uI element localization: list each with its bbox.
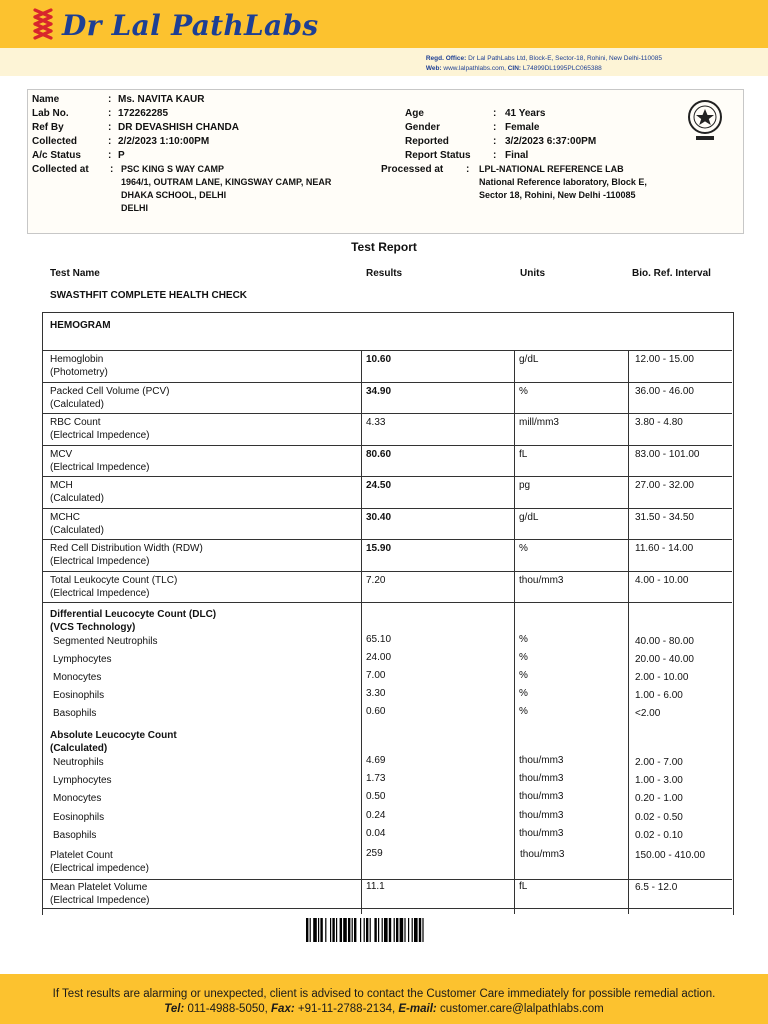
cin-text: L74899DL1995PLC065388	[522, 65, 602, 72]
dlc-result: 24.00	[366, 652, 392, 663]
test-name: Packed Cell Volume (PCV)	[50, 385, 170, 397]
processed-at-label: Processed at	[381, 164, 444, 175]
colon: :	[493, 108, 497, 119]
alc-ref-interval: 1.00 - 3.00	[635, 775, 683, 787]
barcode-bar	[422, 918, 423, 942]
processed-at-line: National Reference laboratory, Block E,	[479, 177, 647, 187]
cin-label: CIN:	[507, 65, 522, 72]
column-divider	[361, 350, 362, 914]
barcode-bar	[320, 918, 322, 942]
regd-label: Regd. Office:	[425, 55, 467, 62]
profile-name: SWASTHFIT COMPLETE HEALTH CHECK	[50, 290, 248, 301]
test-method: (Electrical Impedence)	[50, 461, 150, 473]
row-divider	[42, 350, 732, 351]
web-label: Web:	[425, 65, 442, 72]
test-ref-interval: 83.00 - 101.00	[635, 448, 700, 460]
gender-label: Gender	[405, 122, 441, 133]
row-divider	[42, 879, 732, 880]
test-result: 80.60	[366, 448, 392, 460]
brand-logo	[30, 8, 318, 42]
test-result: 10.60	[366, 354, 392, 365]
lab-no: 172262285	[118, 108, 169, 119]
test-result: 24.50	[366, 480, 392, 491]
collected-at-line: 1964/1, OUTRAM LANE, KINGSWAY CAMP, NEAR	[121, 177, 332, 187]
barcode-bar	[382, 918, 383, 942]
platelet-name: Platelet Count	[50, 850, 113, 861]
ac-status: P	[118, 150, 125, 161]
test-ref-interval: 36.00 - 46.00	[635, 385, 694, 397]
alc-ref-interval: 0.20 - 1.00	[635, 793, 683, 805]
test-method: (Calculated)	[50, 524, 104, 536]
alc-name: Basophils	[53, 829, 97, 841]
alc-ref-interval: 2.00 - 7.00	[635, 757, 683, 768]
dlc-result: 0.60	[366, 706, 386, 717]
colon: :	[108, 136, 112, 147]
test-name: Hemoglobin	[50, 354, 104, 365]
test-result: 4.33	[366, 417, 386, 428]
alc-unit: thou/mm3	[519, 791, 564, 803]
colon: :	[466, 164, 470, 175]
collected-at-line: PSC KING S WAY CAMP	[121, 164, 225, 174]
alc-ref-interval: 0.02 - 0.50	[635, 811, 683, 823]
test-ref-interval: 11.60 - 14.00	[635, 543, 694, 554]
email-link[interactable]: customer.care@lalpathlabs.com	[439, 1003, 604, 1015]
column-divider	[514, 350, 515, 914]
test-unit: thou/mm3	[519, 574, 564, 586]
test-name: MCV	[50, 448, 73, 460]
test-unit: fL	[519, 448, 528, 460]
name-label: Name	[32, 94, 60, 105]
patient-name: Ms. NAVITA KAUR	[118, 94, 205, 105]
alc-title: Absolute Leucocyte Count	[50, 730, 177, 741]
collected-datetime: 2/2/2023 1:10:00PM	[118, 136, 210, 147]
test-name: Red Cell Distribution Width (RDW)	[50, 543, 203, 554]
alc-name: Monocytes	[53, 793, 102, 805]
test-method: (Calculated)	[50, 493, 104, 504]
test-result: 15.90	[366, 543, 392, 554]
dlc-result: 7.00	[366, 670, 386, 681]
registered-office	[426, 54, 662, 74]
report-status: Final	[505, 150, 529, 161]
fax-number: +91-11-2788-2134,	[297, 1003, 396, 1015]
tel-number[interactable]: 011-4988-5050,	[187, 1003, 268, 1015]
tel-label: Tel:	[164, 1003, 185, 1015]
barcode-bar	[414, 918, 418, 942]
alc-result: 0.50	[366, 791, 386, 803]
dlc-name: Segmented Neutrophils	[53, 636, 158, 647]
regd-text: Dr Lal PathLabs Ltd, Block-E, Sector-18, Rohini, New Delhi-110085	[468, 55, 662, 62]
barcode-bar	[384, 918, 388, 942]
email-label: E-mail:	[398, 1003, 437, 1015]
test-method: (Electrical Impedence)	[50, 587, 150, 599]
barcode-bar	[412, 918, 413, 942]
barcode-bar	[404, 918, 405, 942]
barcode-bar	[389, 918, 391, 942]
colon: :	[108, 122, 112, 133]
dlc-unit: %	[519, 688, 528, 699]
fax-label: Fax:	[271, 1003, 295, 1015]
test-unit: pg	[519, 480, 531, 491]
barcode-bar	[318, 918, 319, 942]
mpv-ref-interval: 6.5 - 12.0	[635, 882, 678, 893]
web-link[interactable]: www.lalpathlabs.com,	[443, 65, 506, 72]
barcode-bar	[370, 918, 371, 942]
column-header-test: Test Name	[50, 268, 100, 279]
dlc-ref-interval: 20.00 - 40.00	[635, 654, 694, 665]
dlc-result: 65.10	[366, 634, 392, 645]
test-method: (Electrical Impedence)	[50, 556, 150, 567]
barcode-bar	[408, 918, 409, 942]
platelet-result: 259	[366, 848, 383, 859]
alc-result: 1.73	[366, 773, 386, 785]
accreditation-seal-icon	[686, 98, 724, 142]
barcode-bar	[340, 918, 342, 942]
alc-result: 0.24	[366, 809, 386, 821]
barcode-bar	[400, 918, 404, 942]
column-header-ref: Bio. Ref. Interval	[632, 268, 711, 279]
barcode-icon	[306, 918, 470, 942]
barcode-bar	[364, 918, 365, 942]
barcode-bar	[325, 918, 326, 942]
platelet-unit: thou/mm3	[520, 849, 565, 860]
row-divider	[42, 382, 732, 383]
column-header-units: Units	[520, 268, 545, 279]
mpv-name: Mean Platelet Volume	[50, 882, 148, 893]
dlc-unit: %	[519, 706, 528, 717]
alc-name: Lymphocytes	[53, 775, 112, 787]
dlc-unit: %	[519, 670, 528, 681]
barcode-bar	[306, 918, 308, 942]
row-divider	[42, 602, 732, 603]
test-ref-interval: 4.00 - 10.00	[635, 574, 689, 586]
dlc-result: 3.30	[366, 688, 386, 699]
test-method: (Photometry)	[50, 367, 108, 378]
test-ref-interval: 3.80 - 4.80	[635, 417, 683, 428]
barcode-bar	[352, 918, 353, 942]
dlc-ref-interval: 40.00 - 80.00	[635, 636, 694, 647]
test-unit: mill/mm3	[519, 417, 559, 428]
test-name: MCHC	[50, 511, 80, 523]
row-divider	[42, 539, 732, 540]
platelet-ref-interval: 150.00 - 410.00	[635, 850, 706, 861]
column-header-results: Results	[366, 268, 403, 279]
alc-method: (Calculated)	[50, 743, 108, 754]
test-name: RBC Count	[50, 417, 101, 428]
barcode-bar	[310, 918, 311, 942]
barcode-bar	[396, 918, 398, 942]
dlc-name: Lymphocytes	[53, 654, 112, 665]
alc-name: Neutrophils	[53, 757, 104, 768]
brand-name: Dr Lal PathLabs	[62, 8, 319, 42]
collected-at-line: DHAKA SCHOOL, DELHI	[121, 190, 227, 200]
collected-at-line: DELHI	[121, 203, 148, 213]
test-result: 34.90	[366, 385, 392, 397]
collected-at-label: Collected at	[32, 164, 89, 175]
test-ref-interval: 12.00 - 15.00	[635, 354, 694, 365]
test-unit: %	[519, 385, 528, 397]
mpv-result: 11.1	[366, 881, 385, 892]
barcode-bar	[419, 918, 421, 942]
colon: :	[493, 136, 497, 147]
test-unit: %	[519, 543, 528, 554]
alc-name: Eosinophils	[53, 811, 105, 823]
test-name: MCH	[50, 480, 73, 491]
barcode-bar	[336, 918, 337, 942]
alc-unit: thou/mm3	[519, 773, 564, 785]
barcode-bar	[313, 918, 317, 942]
row-divider	[42, 445, 732, 446]
barcode-bar	[360, 918, 361, 942]
reported-label: Reported	[405, 136, 449, 147]
age-label: Age	[405, 108, 424, 119]
dlc-ref-interval: 2.00 - 10.00	[635, 672, 689, 683]
section-title: HEMOGRAM	[50, 320, 111, 331]
reported-datetime: 3/2/2023 6:37:00PM	[505, 136, 597, 147]
dlc-ref-interval: 1.00 - 6.00	[635, 690, 683, 701]
age: 41 Years	[505, 108, 546, 119]
barcode-bar	[343, 918, 347, 942]
row-divider	[42, 413, 732, 414]
dlc-title: Differential Leucocyte Count (DLC)	[50, 609, 217, 620]
barcode-bar	[366, 918, 368, 942]
alc-unit: thou/mm3	[519, 809, 564, 821]
barcode-bar	[332, 918, 334, 942]
barcode-bar	[354, 918, 356, 942]
lab-no-label: Lab No.	[32, 108, 69, 119]
dlc-unit: %	[519, 652, 528, 663]
report-status-label: Report Status	[405, 150, 471, 161]
test-unit: g/dL	[519, 354, 539, 365]
test-name: Total Leukocyte Count (TLC)	[50, 574, 178, 586]
ref-by: DR DEVASHISH CHANDA	[118, 122, 239, 133]
alc-result: 0.04	[366, 827, 386, 839]
row-divider	[42, 508, 732, 509]
row-divider	[42, 476, 732, 477]
dlc-name: Eosinophils	[53, 690, 105, 701]
alc-unit: thou/mm3	[519, 755, 564, 766]
row-divider	[42, 908, 732, 909]
test-ref-interval: 27.00 - 32.00	[635, 480, 694, 491]
dlc-name: Monocytes	[53, 672, 102, 683]
barcode-bar	[348, 918, 350, 942]
barcode-bar	[374, 918, 376, 942]
ref-by-label: Ref By	[32, 122, 64, 133]
colon: :	[110, 164, 114, 175]
footer-contacts	[0, 1003, 768, 1015]
test-method: (Electrical Impedence)	[50, 430, 150, 441]
footer-advisory: If Test results are alarming or unexpected, client is advised to contact the Customer Care immediately for possible remedial action.	[52, 988, 716, 1000]
barcode-bar	[394, 918, 395, 942]
colon: :	[108, 150, 112, 161]
gender: Female	[505, 122, 540, 133]
alc-unit: thou/mm3	[519, 827, 564, 839]
barcode-bar	[378, 918, 379, 942]
test-unit: g/dL	[519, 511, 539, 523]
column-divider	[628, 350, 629, 914]
test-ref-interval: 31.50 - 34.50	[635, 511, 694, 523]
report-title: Test Report	[351, 240, 417, 254]
dlc-ref-interval: <2.00	[635, 708, 661, 719]
colon: :	[493, 150, 497, 161]
test-method: (Calculated)	[50, 398, 104, 410]
processed-at-line: Sector 18, Rohini, New Delhi -110085	[479, 190, 636, 200]
alc-result: 4.69	[366, 755, 386, 766]
dlc-unit: %	[519, 634, 528, 645]
dlc-method: (VCS Technology)	[50, 622, 136, 633]
test-result: 7.20	[366, 574, 386, 586]
mpv-method: (Electrical Impedence)	[50, 895, 150, 906]
platelet-method: (Electrical impedence)	[50, 863, 149, 874]
ac-status-label: A/c Status	[32, 150, 81, 161]
test-result: 30.40	[366, 511, 392, 523]
colon: :	[108, 94, 112, 105]
alc-ref-interval: 0.02 - 0.10	[635, 829, 683, 841]
colon: :	[108, 108, 112, 119]
mpv-unit: fL	[519, 881, 528, 892]
row-divider	[42, 571, 732, 572]
processed-at-line: LPL-NATIONAL REFERENCE LAB	[479, 164, 624, 174]
collected-label: Collected	[32, 136, 78, 147]
colon: :	[493, 122, 497, 133]
dlc-name: Basophils	[53, 708, 97, 719]
barcode-bar	[330, 918, 331, 942]
dna-logo-icon	[30, 8, 56, 42]
